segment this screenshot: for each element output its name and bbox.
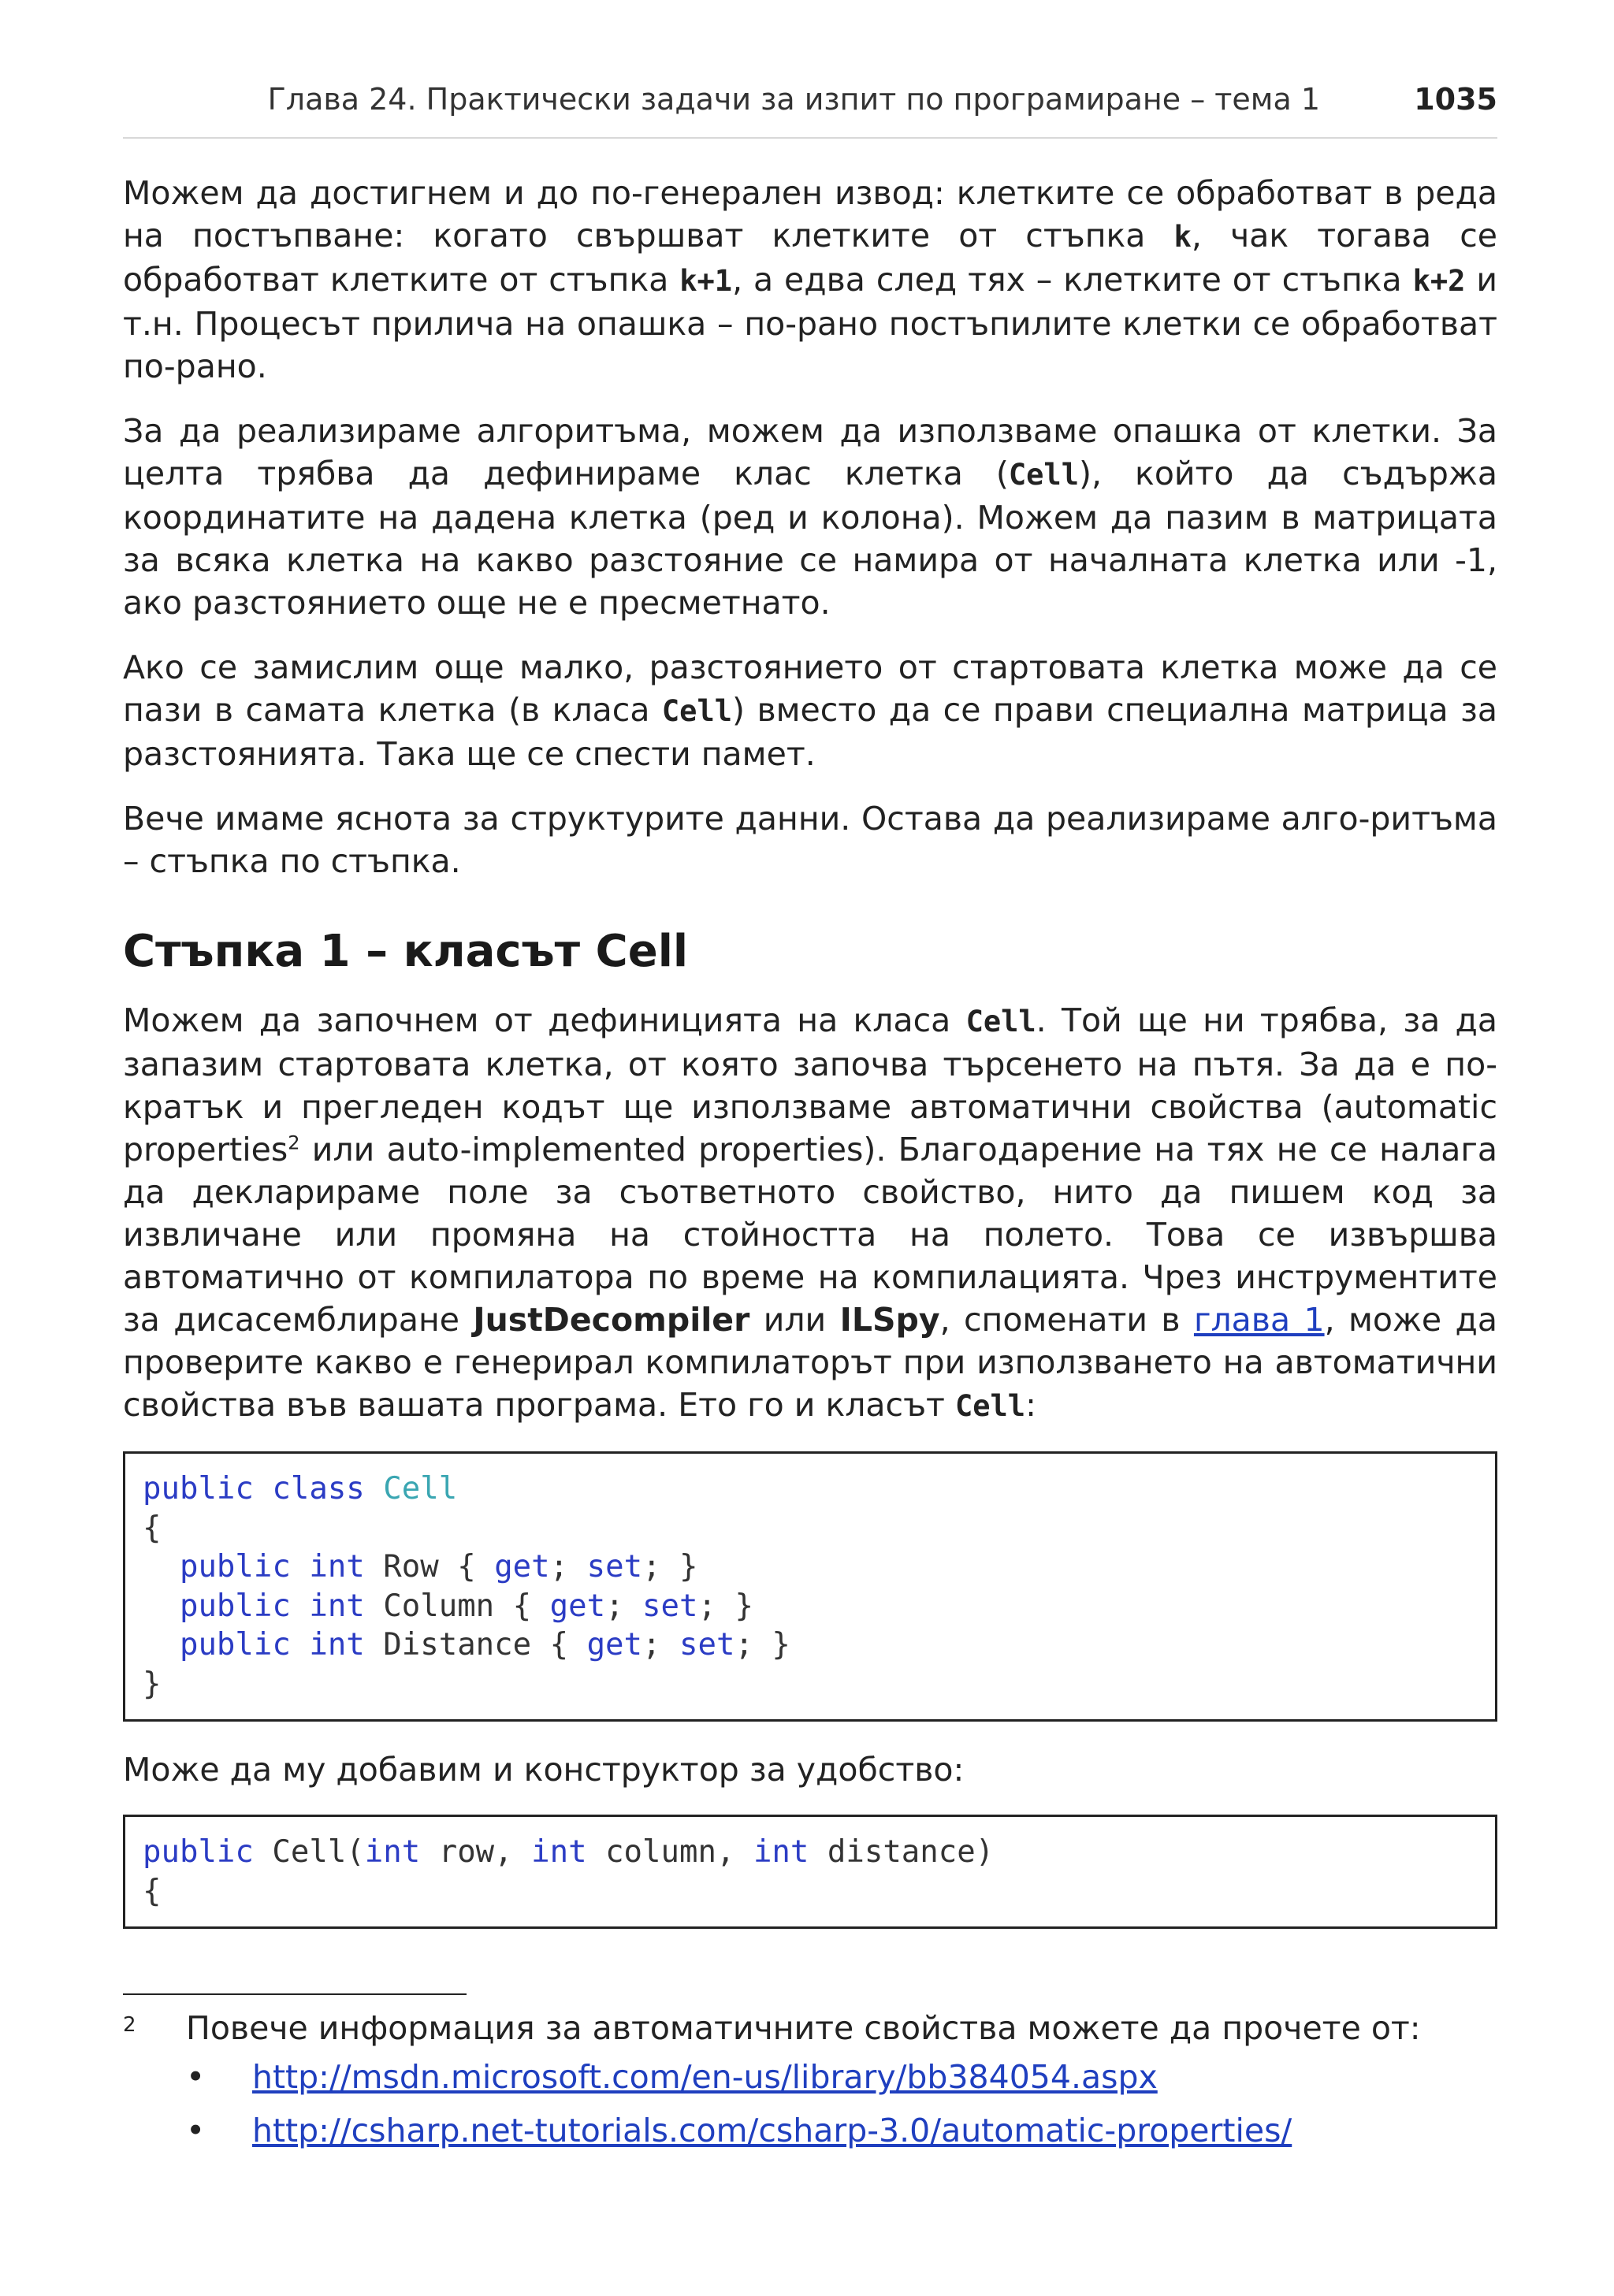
text-run: и т.н. Процесът прилича на опашка – по-рано постъпилите клетки се обработват по-рано.: [123, 261, 1497, 385]
keyword: int: [309, 1627, 365, 1663]
keyword: int: [309, 1549, 365, 1585]
bullet-icon: •: [186, 2058, 206, 2096]
text-run: Можем да започнем от дефиницията на класа: [123, 1001, 966, 1039]
keyword: public: [179, 1549, 291, 1585]
msdn-link[interactable]: http://msdn.microsoft.com/en-us/library/bb384054.aspx: [252, 2058, 1158, 2096]
keyword: int: [364, 1834, 421, 1870]
keyword: int: [753, 1834, 809, 1870]
text-run: , може да проверите какво е генерирал компилаторът при използването на автоматични свойства във вашата програма. Ето го и класът: [123, 1301, 1497, 1424]
main-content: [123, 172, 1497, 1956]
bold-term: ILSpy: [839, 1301, 940, 1339]
text-run: , чак тогава се обработват клетките от стъпка: [123, 217, 1498, 299]
keyword: public: [179, 1588, 291, 1624]
keyword: public: [179, 1627, 291, 1663]
property-name: Row: [383, 1549, 439, 1585]
footnote-reference[interactable]: 2: [288, 1131, 300, 1154]
brace: {: [143, 1510, 162, 1546]
list-item: [186, 2110, 1292, 2164]
keyword: public: [143, 1834, 254, 1870]
keyword: set: [586, 1549, 643, 1585]
text-run: ), който да съдържа координатите на дадена клетка (ред и колона). Можем да пазим в матрицата за всяка клетка на какво разстояние се намира от началната клетка или -1, ако разстоянието още не е пресметнато.: [123, 455, 1497, 622]
code-block-constructor: public Cell(int row, int column, int distance) {: [123, 1815, 1497, 1929]
paragraph-cell-class: [123, 999, 1497, 1428]
text-run: , а едва след тях – клетките от стъпка: [732, 261, 1413, 299]
text-run: Ако се замислим още малко, разстоянието от стартовата клетка може да се пази в самата клетка (в класа: [123, 648, 1497, 729]
constructor-name: Cell: [272, 1834, 347, 1870]
footnote-number: 2: [123, 2013, 136, 2037]
keyword: set: [642, 1588, 698, 1624]
inline-code: k+2: [1412, 264, 1466, 298]
footnote-text: Повече информация за автоматичните свойства можете да прочете от:: [186, 2009, 1421, 2047]
text-run: . Той ще ни трябва, за да запазим стартовата клетка, от която започва търсенето на пътя. За да е по-кратък и прегледен кодът ще използваме автоматични свойства (automatic properties: [123, 1001, 1497, 1168]
brace: }: [143, 1666, 162, 1702]
text-run: или: [749, 1301, 840, 1339]
bullet-icon: •: [186, 2112, 206, 2149]
text-run: За да реализираме алгоритъма, можем да използваме опашка от клетки. За целта трябва да дефинираме клас клетка (: [123, 412, 1497, 492]
paragraph-algorithm-queue: [123, 410, 1497, 624]
keyword: get: [586, 1627, 643, 1663]
chapter-title: Глава 24. Практически задачи за изпит по програмиране – тема 1: [267, 82, 1320, 117]
inline-code: Cell: [965, 1005, 1036, 1038]
page-header: [123, 82, 1497, 139]
keyword: int: [531, 1834, 587, 1870]
text-run: или auto-implemented properties). Благодарение на тях не се налага да декларираме поле за съответното свойство, нито да пишем код за извличане или промяна на стойността на полето. Това се извършва автоматично от компилатора по време на компилацията. Чрез инструментите за дисасемблиране: [123, 1131, 1497, 1339]
paragraph-constructor-intro: [123, 1748, 1497, 1791]
inline-code: Cell: [661, 694, 733, 728]
section-heading: Стъпка 1 – класът Cell: [123, 926, 689, 977]
inline-code: Cell: [954, 1389, 1026, 1423]
parameter-name: column: [605, 1834, 716, 1870]
keyword: set: [679, 1627, 735, 1663]
paragraph-data-structures: [123, 797, 1497, 882]
text-run: , споменати в: [939, 1301, 1194, 1339]
footnote-divider: [123, 1993, 467, 1995]
brace: {: [143, 1873, 162, 1909]
keyword: int: [309, 1588, 365, 1624]
keyword: get: [549, 1588, 606, 1624]
text-run: ) вместо да се прави специална матрица за разстоянията. Така ще се спести памет.: [123, 691, 1497, 773]
inline-code: k+1: [679, 264, 733, 298]
parameter-name: row: [438, 1834, 495, 1870]
keyword: public: [143, 1471, 254, 1507]
inline-code: k: [1173, 220, 1192, 254]
parameter-name: distance: [827, 1834, 976, 1870]
text-run: :: [1025, 1386, 1036, 1424]
property-name: Column: [383, 1588, 495, 1624]
chapter-1-link[interactable]: глава 1: [1193, 1301, 1325, 1339]
text-run: Може да му добавим и конструктор за удобство:: [123, 1751, 965, 1789]
inline-code: Cell: [1008, 458, 1079, 492]
list-item: [186, 2056, 1292, 2110]
keyword: get: [494, 1549, 550, 1585]
csharp-tutorials-link[interactable]: http://csharp.net-tutorials.com/csharp-3.0/automatic-properties/: [252, 2112, 1292, 2149]
bold-term: JustDecompiler: [473, 1301, 750, 1339]
property-name: Distance: [383, 1627, 532, 1663]
page-number: 1035: [1414, 82, 1497, 117]
paragraph-distance-in-cell: [123, 646, 1497, 775]
footnote-link-list: [186, 2056, 1292, 2164]
paragraph-queue-conclusion: [123, 172, 1497, 388]
keyword: class: [272, 1471, 365, 1507]
text-run: Вече имаме яснота за структурите данни. Остава да реализираме алго-ритъма – стъпка по стъпка.: [123, 800, 1497, 880]
text-run: Можем да достигнем и до по-генерален извод: клетките се обработват в реда на постъпване: когато свършват клетките от стъпка: [123, 174, 1497, 254]
code-block-cell-class: public class Cell { public int Row { get; set; } public int Column { get; set; } public int Distance { get; set; } }: [123, 1451, 1497, 1722]
type-name: Cell: [383, 1471, 458, 1507]
